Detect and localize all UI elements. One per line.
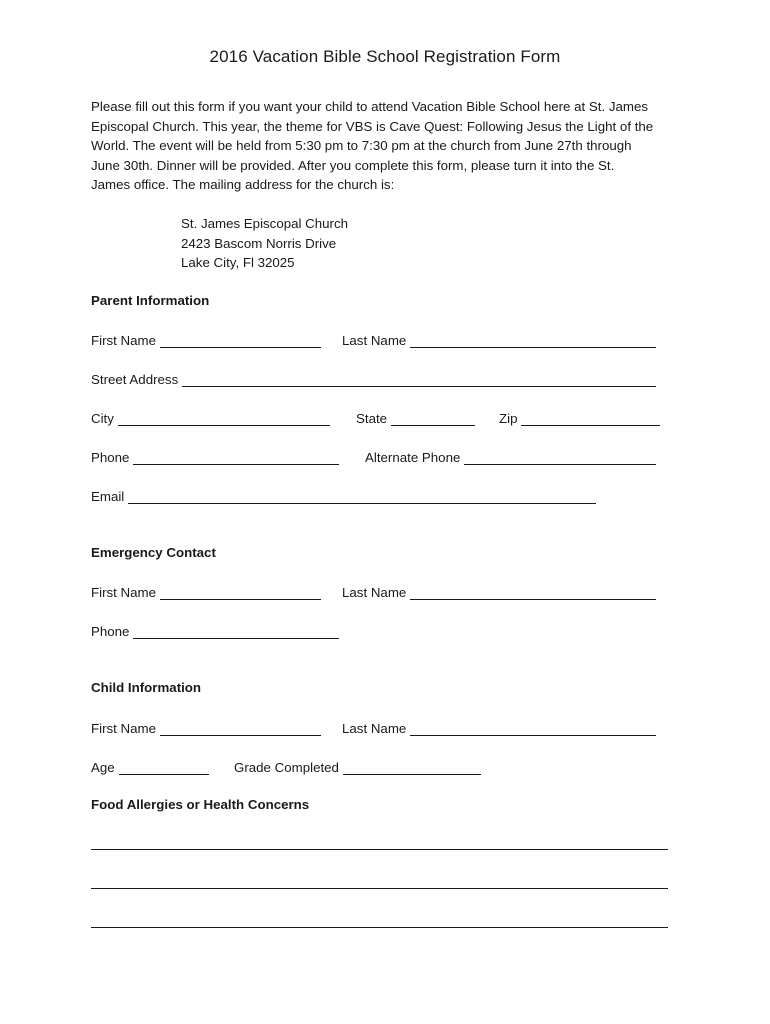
age-label: Age — [91, 760, 115, 775]
allergies-line-3[interactable] — [91, 927, 668, 928]
allergies-line-1[interactable] — [91, 849, 668, 850]
address-city: Lake City, Fl 32025 — [181, 255, 295, 271]
parent-last-name-label: Last Name — [342, 333, 407, 348]
age-field[interactable] — [91, 757, 209, 775]
form-title: 2016 Vacation Bible School Registration Form — [209, 47, 561, 66]
emergency-first-name-line[interactable] — [160, 586, 321, 600]
parent-phone-label: Phone — [91, 450, 130, 465]
parent-phone-line[interactable] — [133, 451, 339, 465]
street-address-line[interactable] — [182, 373, 656, 387]
intro-paragraph: Please fill out this form if you want your child to attend Vacation Bible School here at St. James Episcopal Church. This year, the theme for VBS is Cave Quest: Following Jesus the Light of the World. The event will be held from 5:30 pm to 7:30 pm at the church from June 27th through June 30th. Dinner will be provided. After you complete this form, please turn it into the St. James office. The mailing address for the church is: — [91, 99, 654, 193]
state-field[interactable] — [356, 408, 475, 426]
address-street: 2423 Bascom Norris Drive — [181, 235, 337, 251]
emergency-last-name-label: Last Name — [342, 585, 407, 600]
alternate-phone-field[interactable] — [365, 447, 656, 465]
parent-last-name-line[interactable] — [410, 334, 656, 348]
parent-first-name-label: First Name — [91, 333, 157, 348]
city-field[interactable] — [91, 408, 330, 426]
parent-last-name-field[interactable] — [342, 330, 656, 348]
emergency-last-name-field[interactable] — [342, 582, 656, 600]
state-label: State — [356, 411, 388, 426]
child-last-name-line[interactable] — [410, 722, 656, 736]
zip-line[interactable] — [521, 412, 660, 426]
emergency-first-name-label: First Name — [91, 585, 157, 600]
grade-completed-field[interactable] — [234, 757, 481, 775]
child-first-name-field[interactable] — [91, 718, 321, 736]
parent-phone-field[interactable] — [91, 447, 339, 465]
emergency-last-name-line[interactable] — [410, 586, 656, 600]
allergies-line-2[interactable] — [91, 888, 668, 889]
emergency-phone-field[interactable] — [91, 621, 339, 639]
zip-field[interactable] — [499, 408, 660, 426]
mailing-address — [181, 214, 348, 273]
child-first-name-label: First Name — [91, 721, 157, 736]
emergency-phone-line[interactable] — [133, 625, 339, 639]
email-line[interactable] — [128, 490, 596, 504]
child-last-name-field[interactable] — [342, 718, 656, 736]
city-line[interactable] — [118, 412, 330, 426]
child-last-name-label: Last Name — [342, 721, 407, 736]
emergency-phone-label: Phone — [91, 624, 130, 639]
street-address-label: Street Address — [91, 372, 179, 387]
grade-completed-line[interactable] — [343, 761, 481, 775]
alternate-phone-label: Alternate Phone — [365, 450, 461, 465]
state-line[interactable] — [391, 412, 475, 426]
parent-first-name-field[interactable] — [91, 330, 321, 348]
email-field[interactable] — [91, 486, 596, 504]
parent-info-heading: Parent Information — [91, 293, 210, 308]
parent-first-name-line[interactable] — [160, 334, 321, 348]
alternate-phone-line[interactable] — [464, 451, 656, 465]
allergies-heading: Food Allergies or Health Concerns — [91, 797, 310, 812]
email-label: Email — [91, 489, 125, 504]
emergency-first-name-field[interactable] — [91, 582, 321, 600]
emergency-contact-heading: Emergency Contact — [91, 545, 216, 560]
grade-completed-label: Grade Completed — [234, 760, 339, 775]
city-label: City — [91, 411, 114, 426]
child-info-heading: Child Information — [91, 680, 202, 695]
zip-label: Zip — [499, 411, 518, 426]
age-line[interactable] — [119, 761, 209, 775]
child-first-name-line[interactable] — [160, 722, 321, 736]
street-address-field[interactable] — [91, 369, 656, 387]
address-name: St. James Episcopal Church — [181, 216, 349, 231]
